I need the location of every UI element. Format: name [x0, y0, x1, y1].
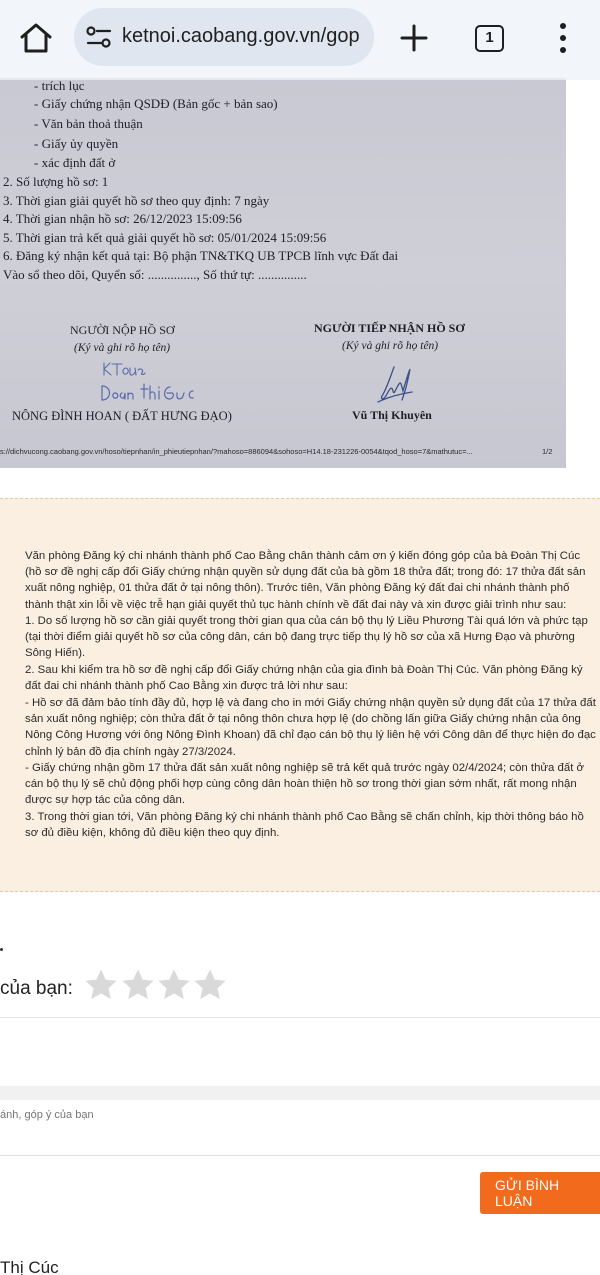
scan-field: Vào sổ theo dõi, Quyển số: ..............., Số thứ tự: ...............: [3, 267, 307, 282]
scan-item: - Giấy ủy quyền: [34, 136, 119, 151]
scan-field: 6. Đăng ký nhận kết quả tại: Bộ phận TN&TKQ UB TPCB lĩnh vực Đất đai: [3, 248, 399, 263]
site-settings-icon[interactable]: [86, 25, 112, 49]
home-icon[interactable]: [18, 20, 54, 56]
section-gap: [0, 1086, 600, 1100]
receiver-name: Vũ Thị Khuyên: [352, 408, 432, 422]
receiver-title: NGƯỜI TIẾP NHẬN HỒ SƠ: [314, 321, 465, 335]
scan-field: 5. Thời gian trả kết quả giải quyết hồ sơ: 05/01/2024 15:09:56: [3, 230, 327, 245]
scan-field: 2. Số lượng hồ sơ: 1: [3, 174, 109, 189]
scan-field: 3. Thời gian giải quyết hồ sơ theo quy định: 7 ngày: [3, 193, 270, 208]
response-paragraph: 1. Do số lượng hồ sơ cần giải quyết trong thời gian qua của cán bộ thụ lý Liều Phương Tài quá lớn và phức tạp (tại thời điểm giải quyết hồ sơ của công dân, cán bộ đang trực tiếp thụ lý hồ sơ của xã Hưng Đạo và phường Sông Hiến).: [25, 615, 588, 660]
new-tab-icon[interactable]: [398, 22, 430, 54]
scan-margin: [566, 80, 600, 468]
submit-comment-button[interactable]: GỬI BÌNH LUẬN: [480, 1172, 600, 1214]
response-paragraph: - Hồ sơ đã đảm bảo tính đầy đủ, hợp lệ và đang cho in mới Giấy chứng nhận quyền sử dụng đất của 17 thửa đất sản xuất nông nghiệp; còn thửa đất ở tại nông thôn chưa hợp lệ (do chồng lấn giữa Giấy chứng nhận của ông Nông Công Hương với ông Nông Đình Khoan) đã chỉ đạo cán bộ thụ lý liên hệ với Công dân để thực hiện đo đạc chỉnh lý bản đồ địa chính ngày 27/3/2024.: [25, 697, 596, 758]
tab-switcher-button[interactable]: 1: [475, 25, 504, 52]
scan-item: - Văn bản thoả thuận: [34, 116, 143, 131]
commenter-name: Thị Cúc: [0, 1258, 59, 1275]
scan-footer-url: s://dichvucong.caobang.gov.vn/hoso/tiepnhan/in_phieutiepnhan/?mahoso=886094&sohoso=H14.18-231226-0054&tqod_hoso=7&mathutuc=...: [0, 447, 473, 456]
submitter-name: NÔNG ĐÌNH HOAN ( ĐẤT HƯNG ĐẠO): [12, 409, 232, 423]
star-icon[interactable]: [157, 968, 191, 1002]
url-text[interactable]: ketnoi.caobang.gov.vn/gop: [122, 25, 360, 47]
handwritten-signature: [100, 360, 210, 406]
star-icon[interactable]: [193, 968, 227, 1002]
comment-input[interactable]: [0, 1100, 600, 1156]
rating-label: của bạn:: [0, 978, 73, 999]
response-paragraph: 2. Sau khi kiểm tra hồ sơ đề nghị cấp đổi Giấy chứng nhận của gia đình bà Đoàn Thị Cúc. Văn phòng Đăng ký đất đai chi nhánh thành phố Cao Bằng xin được trả lời như sau:: [25, 664, 583, 693]
official-response-panel: [0, 498, 600, 892]
scan-item: - xác định đất ở: [34, 155, 116, 170]
more-options-icon[interactable]: [552, 20, 574, 56]
scan-item: - trích lục: [34, 80, 85, 93]
submitter-hint: (Ký và ghi rõ họ tên): [74, 342, 171, 354]
scan-item: - Giấy chứng nhận QSDĐ (Bản gốc + bản sao): [34, 96, 278, 111]
response-paragraph: 3. Trong thời gian tới, Văn phòng Đăng ký chi nhánh thành phố Cao Bằng sẽ chấn chỉnh, kịp thời thông báo hồ sơ đủ điều kiện, không đủ điều kiện theo quy định.: [25, 811, 584, 840]
receiver-signature: [372, 364, 416, 406]
scanned-document-image: [0, 80, 566, 468]
scan-page-number: 1/2: [542, 447, 553, 456]
star-icon[interactable]: [84, 968, 118, 1002]
browser-toolbar: [0, 0, 600, 80]
response-paragraph: Văn phòng Đăng ký chi nhánh thành phố Cao Bằng chân thành cảm ơn ý kiến đóng góp của bà Đoàn Thị Cúc (hồ sơ đề nghị cấp đổi Giấy chứng nhận quyền sử dụng đất của bà gồm 18 thửa đất; trong đó: 17 thửa đất sản xuất nông nghiệp, 01 thửa đất ở tại nông thôn). Trước tiên, Văn phòng Đăng ký đất đai chi nhánh thành phố thành thật xin lỗi về việc trễ hạn giải quyết thủ tục hành chính về đất đai này và xin được giải trình như sau:: [25, 550, 586, 611]
submitter-title: NGƯỜI NỘP HỒ SƠ: [70, 323, 175, 337]
bullet-dot: [0, 948, 3, 951]
response-paragraph: - Giấy chứng nhận gồm 17 thửa đất sản xuất nông nghiệp sẽ trả kết quả trước ngày 02/4/2024; còn thửa đất ở cán bộ thụ lý sẽ chủ động phối hợp cùng công dân hoàn thiện hồ sơ trong thời gian sớm nhất, rất mong nhận được sự hợp tác của công dân.: [25, 762, 585, 807]
address-bar[interactable]: [74, 8, 374, 66]
star-icon[interactable]: [121, 968, 155, 1002]
divider: [0, 1017, 600, 1018]
receiver-hint: (Ký và ghi rõ họ tên): [342, 340, 439, 352]
scan-field: 4. Thời gian nhận hồ sơ: 26/12/2023 15:09:56: [3, 211, 242, 226]
